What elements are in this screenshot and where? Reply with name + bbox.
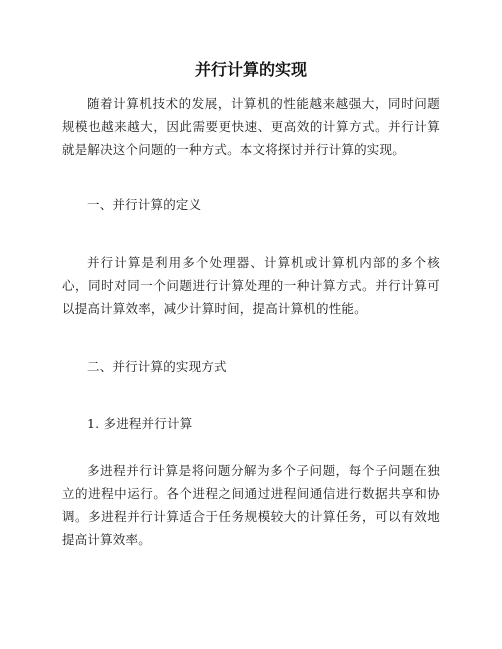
section-heading-definition: 一、并行计算的定义 — [87, 197, 202, 212]
subsection-heading-multiprocess: 1. 多进程并行计算 — [87, 416, 193, 431]
section-heading-implementation: 二、并行计算的实现方式 — [87, 359, 227, 374]
intro-paragraph: 随着计算机技术的发展，计算机的性能越来越强大，同时问题规模也越来越大，因此需要更快速、更高效的计算方式。并行计算就是解决这个问题的一种方式。本文将探讨并行计算的实现。 — [62, 96, 440, 157]
multiprocess-paragraph: 多进程并行计算是将问题分解为多个子问题，每个子问题在独立的进程中运行。各个进程之间通过进程间通信进行数据共享和协调。多进程并行计算适合于任务规模较大的计算任务，可以有效地提高计算效率。 — [62, 463, 440, 547]
page-title: 并行计算的实现 — [194, 60, 307, 79]
definition-paragraph: 并行计算是利用多个处理器、计算机或计算机内部的多个核心，同时对同一个问题进行计算处理的一种计算方式。并行计算可以提高计算效率，减少计算时间，提高计算机的性能。 — [62, 255, 440, 316]
